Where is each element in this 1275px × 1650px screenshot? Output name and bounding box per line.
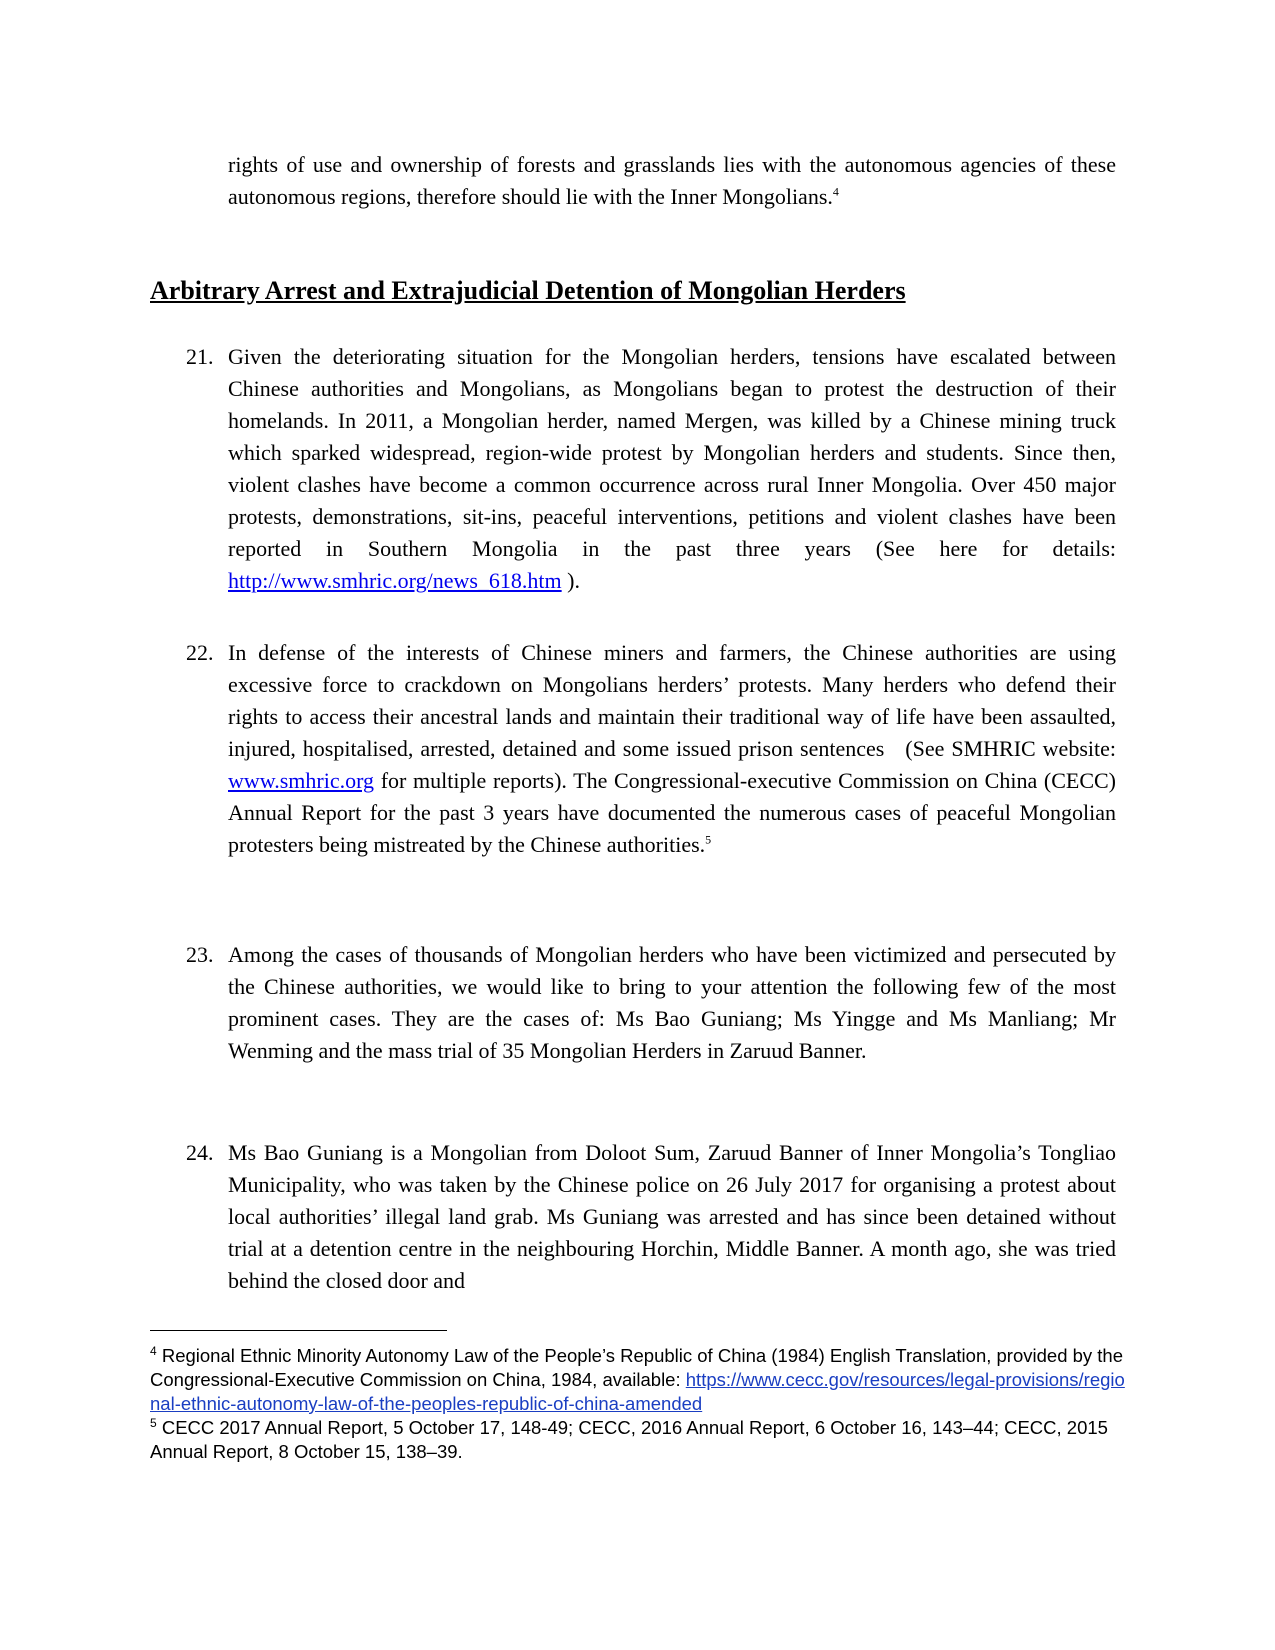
- numbered-paragraph-23: [186, 939, 1116, 1067]
- numbered-paragraph-24: [186, 1137, 1116, 1297]
- paragraph-number: 24.: [186, 1140, 214, 1165]
- paragraph-text: Given the deteriorating situation for the Mongolian herders, tensions have escalated between Chinese authorities and Mongolians, as Mongolians began to protest the destruction of their homelands. In 2011, a Mongolian herder, named Mergen, was killed by a Chinese mining truck which sparked widespread, region-wide protest by Mongolian herders and students. Since then, violent clashes have become a common occurrence across rural Inner Mongolia. Over 450 major protests, demonstrations, sit-ins, peaceful interventions, petitions and violent clashes have been reported in Southern Mongolia in the past three years (See here for details:: [228, 344, 1116, 561]
- paragraph-body: [228, 341, 1116, 597]
- footnotes: [150, 1344, 1125, 1464]
- paragraph-text-end: for multiple reports). The Congressional-executive Commission on China (CECC) Annual Report for the past 3 years have documented the numerous cases of peaceful Mongolian protesters being mistreated by the Chinese authorities.: [228, 768, 1116, 857]
- footnote-text: CECC 2017 Annual Report, 5 October 17, 148-49; CECC, 2016 Annual Report, 6 October 16, 143–44; CECC, 2015 Annual Report, 8 October 15, 138–39.: [150, 1417, 1108, 1462]
- paragraph-text-end: ).: [561, 568, 580, 593]
- paragraph-number: 21.: [186, 344, 214, 369]
- numbered-paragraph-22: [186, 637, 1116, 861]
- footnote-ref-5[interactable]: 5: [705, 832, 712, 847]
- paragraph-body: Ms Bao Guniang is a Mongolian from Doloot Sum, Zaruud Banner of Inner Mongolia’s Tongliao Municipality, who was taken by the Chinese police on 26 July 2017 for organising a protest about local authorities’ illegal land grab. Ms Guniang was arrested and has since been detained without trial at a detention centre in the neighbouring Horchin, Middle Banner. A month ago, she was tried behind the closed door and: [228, 1140, 1116, 1293]
- footnote-5: [150, 1416, 1125, 1464]
- footnote-separator: [150, 1330, 447, 1331]
- continuation-text: rights of use and ownership of forests and grasslands lies with the autonomous agencies of these autonomous regions, therefore should lie with the Inner Mongolians.: [228, 152, 1116, 209]
- cecc-law-link[interactable]: https://www.cecc.gov/resources/legal-provisions/regional-ethnic-autonomy-law-of-the-peoples-republic-of-china-amended: [150, 1369, 1125, 1414]
- continuation-paragraph: [228, 149, 1116, 213]
- paragraph-number: 22.: [186, 640, 214, 665]
- paragraph-body: Among the cases of thousands of Mongolian herders who have been victimized and persecuted by the Chinese authorities, we would like to bring to your attention the following few of the most prominent cases. They are the cases of: Ms Bao Guniang; Ms Yingge and Ms Manliang; Mr Wenming and the mass trial of 35 Mongolian Herders in Zaruud Banner.: [228, 942, 1116, 1063]
- paragraph-text: In defense of the interests of Chinese miners and farmers, the Chinese authorities are using excessive force to crackdown on Mongolians herders’ protests. Many herders who defend their rights to access their ancestral lands and maintain their traditional way of life have been assaulted, injured, hospitalised, arrested, detained and some issued prison sentences (See SMHRIC website:: [228, 640, 1116, 761]
- footnote-marker: 5: [150, 1415, 157, 1430]
- footnote-marker: 4: [150, 1343, 157, 1358]
- section-heading: Arbitrary Arrest and Extrajudicial Detention of Mongolian Herders: [150, 276, 906, 305]
- numbered-paragraph-21: [186, 341, 1116, 597]
- smhric-website-link[interactable]: www.smhric.org: [228, 768, 375, 793]
- smhric-news-link[interactable]: http://www.smhric.org/news_618.htm: [228, 568, 562, 593]
- paragraph-body: [228, 637, 1116, 861]
- footnote-ref-4[interactable]: 4: [832, 184, 839, 199]
- footnote-text: Regional Ethnic Minority Autonomy Law of the People’s Republic of China (1984) English Translation, provided by the Congressional-Executive Commission on China, 1984, available:: [150, 1345, 1124, 1390]
- footnote-4: [150, 1344, 1125, 1416]
- paragraph-number: 23.: [186, 942, 214, 967]
